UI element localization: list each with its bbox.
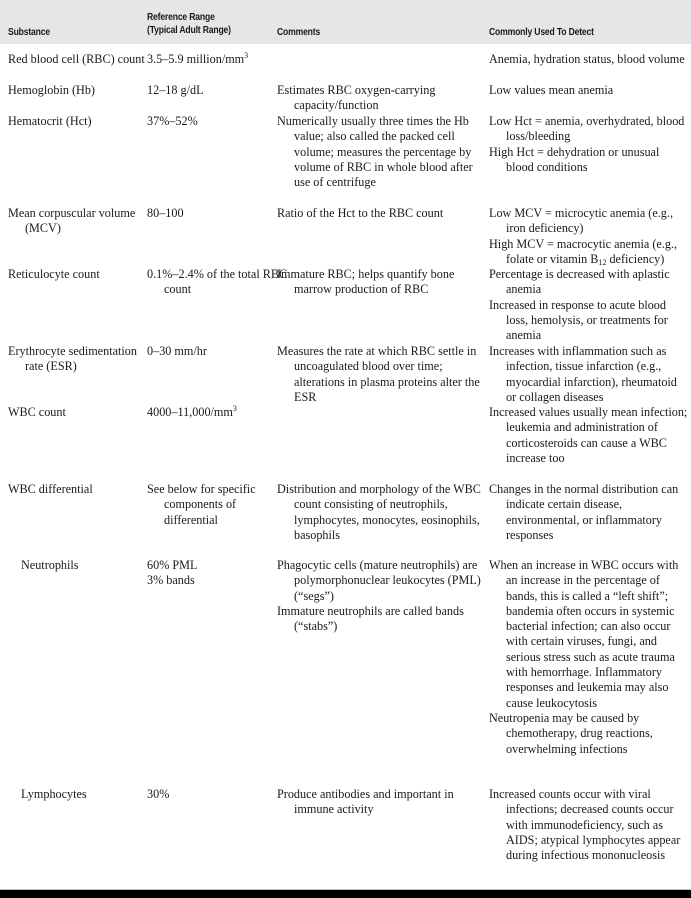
comments-cell xyxy=(277,83,482,114)
range-cell: 30% xyxy=(147,787,170,801)
comment-text: Distribution and morphology of the WBC count consisting of neutrophils, lymphocytes, monocytes, eosinophils, basophils xyxy=(277,482,481,542)
comment-text: Produce antibodies and important in immune activity xyxy=(277,787,454,817)
range-cell xyxy=(147,52,272,67)
range-cell: 0–30 mm/hr xyxy=(147,344,207,358)
range-line: 3% bands xyxy=(147,573,195,588)
range-cell: 80–100 xyxy=(147,206,184,220)
comments-cell xyxy=(277,787,482,818)
substance-cell: Hematocrit (Hct) xyxy=(8,114,92,128)
subscript: 12 xyxy=(598,257,607,267)
detect-cell xyxy=(489,482,689,543)
detect-text: High Hct = dehydration or unusual blood conditions xyxy=(489,144,660,174)
substance-cell: Red blood cell (RBC) count xyxy=(8,52,145,66)
substance-cell: Reticulocyte count xyxy=(8,267,100,281)
detect-text-part: deficiency) xyxy=(606,251,665,266)
range-cell xyxy=(147,558,272,589)
header-reference-range-line2: (Typical Adult Range) xyxy=(147,25,231,36)
range-superscript: 3 xyxy=(244,51,249,60)
detect-text: Percentage is decreased with aplastic anemia xyxy=(489,267,670,297)
comments-cell xyxy=(277,206,482,221)
bottom-bar xyxy=(0,889,691,898)
range-text: 3.5–5.9 million/mm xyxy=(147,52,245,66)
detect-text: Changes in the normal distribution can indicate certain disease, environmental, or inflammatory responses xyxy=(489,482,679,542)
detect-cell xyxy=(489,206,689,267)
range-cell: 0.1%–2.4% of the total RBC count xyxy=(147,267,288,297)
table-header xyxy=(0,0,691,44)
header-substance: Substance xyxy=(8,27,50,38)
substance-cell: WBC count xyxy=(8,405,66,419)
detect-text: Low values mean anemia xyxy=(489,83,614,97)
detect-cell xyxy=(489,267,689,343)
detect-text: Neutropenia may be caused by chemotherapy, drug reactions, overwhelming infections xyxy=(489,710,653,756)
range-cell: 12–18 g/dL xyxy=(147,83,204,97)
substance-cell: Mean corpuscular volume (MCV) xyxy=(8,206,136,236)
comment-text: Immature neutrophils are called bands (“stabs”) xyxy=(277,603,464,634)
comment-text: Measures the rate at which RBC settle in uncoagulated blood over time; alterations in plasma proteins alter the ESR xyxy=(277,344,480,404)
detect-text: Increased values usually mean infection; leukemia and administration of corticosteroids can cause a WBC increase too xyxy=(489,405,688,465)
comment-text: Numerically usually three times the Hb value; also called the packed cell volume; measures the percentage by volume of RBC in whole blood after use of centrifuge xyxy=(277,114,473,190)
header-reference-range-line1: Reference Range xyxy=(147,12,215,23)
range-line: 60% PML xyxy=(147,558,198,572)
detect-text: When an increase in WBC occurs with an increase in the percentage of bands, this is called a “left shift”; bandemia often occurs in systemic bacterial infection; can also occur with certain viruses, fungi, and serious stress such as acute trauma with hemorrhage. Inflammatory responses and leukemia may also cause leukocytosis xyxy=(489,558,679,710)
comment-text: Estimates RBC oxygen-carrying capacity/function xyxy=(277,83,436,113)
range-cell: 37%–52% xyxy=(147,114,198,128)
detect-text: Increased in response to acute blood loss, hemolysis, or treatments for anemia xyxy=(489,297,668,343)
detect-text: Low MCV = microcytic anemia (e.g., iron deficiency) xyxy=(489,206,673,236)
detect-cell xyxy=(489,787,689,863)
comment-text: Ratio of the Hct to the RBC count xyxy=(277,206,444,220)
detect-text-part: High MCV = macrocytic anemia (e.g., folate or vitamin B xyxy=(489,236,678,266)
range-text: 4000–11,000/mm xyxy=(147,405,233,419)
detect-text: Anemia, hydration status, blood volume xyxy=(489,52,685,66)
comments-cell xyxy=(277,114,482,190)
detect-cell xyxy=(489,83,689,98)
detect-cell xyxy=(489,405,689,466)
detect-text xyxy=(489,237,689,268)
detect-cell xyxy=(489,558,689,757)
range-cell: See below for specific components of differential xyxy=(147,482,256,527)
substance-cell: Erythrocyte sedimentation rate (ESR) xyxy=(8,344,137,374)
substance-cell: Hemoglobin (Hb) xyxy=(8,83,95,97)
detect-text: Low Hct = anemia, overhydrated, blood loss/bleeding xyxy=(489,114,685,144)
header-comments: Comments xyxy=(277,27,321,38)
range-cell xyxy=(147,405,272,420)
range-superscript: 3 xyxy=(232,404,237,413)
detect-cell xyxy=(489,114,689,175)
substance-cell: Lymphocytes xyxy=(21,787,87,801)
substance-cell: WBC differential xyxy=(8,482,93,496)
detect-text: Increases with inflammation such as infection, tissue infarction (e.g., myocardial infarction), rheumatoid or collagen diseases xyxy=(489,344,677,404)
detect-text: Increased counts occur with viral infections; decreased counts occur with immunodeficiency, such as AIDS; atypical lymphocytes appear during infectious mononucleosis xyxy=(489,787,681,863)
comments-cell xyxy=(277,267,482,298)
comment-text: Phagocytic cells (mature neutrophils) are polymorphonuclear leukocytes (PML) (“segs”) xyxy=(277,558,481,603)
header-reference-range xyxy=(147,11,231,37)
comment-text: Immature RBC; helps quantify bone marrow production of RBC xyxy=(277,267,455,297)
comments-cell xyxy=(277,482,482,543)
substance-cell: Neutrophils xyxy=(21,558,79,572)
detect-cell xyxy=(489,52,689,67)
detect-cell xyxy=(489,344,689,405)
comments-cell xyxy=(277,558,482,634)
header-commonly-used-to-detect: Commonly Used To Detect xyxy=(489,27,594,38)
comments-cell xyxy=(277,344,482,405)
